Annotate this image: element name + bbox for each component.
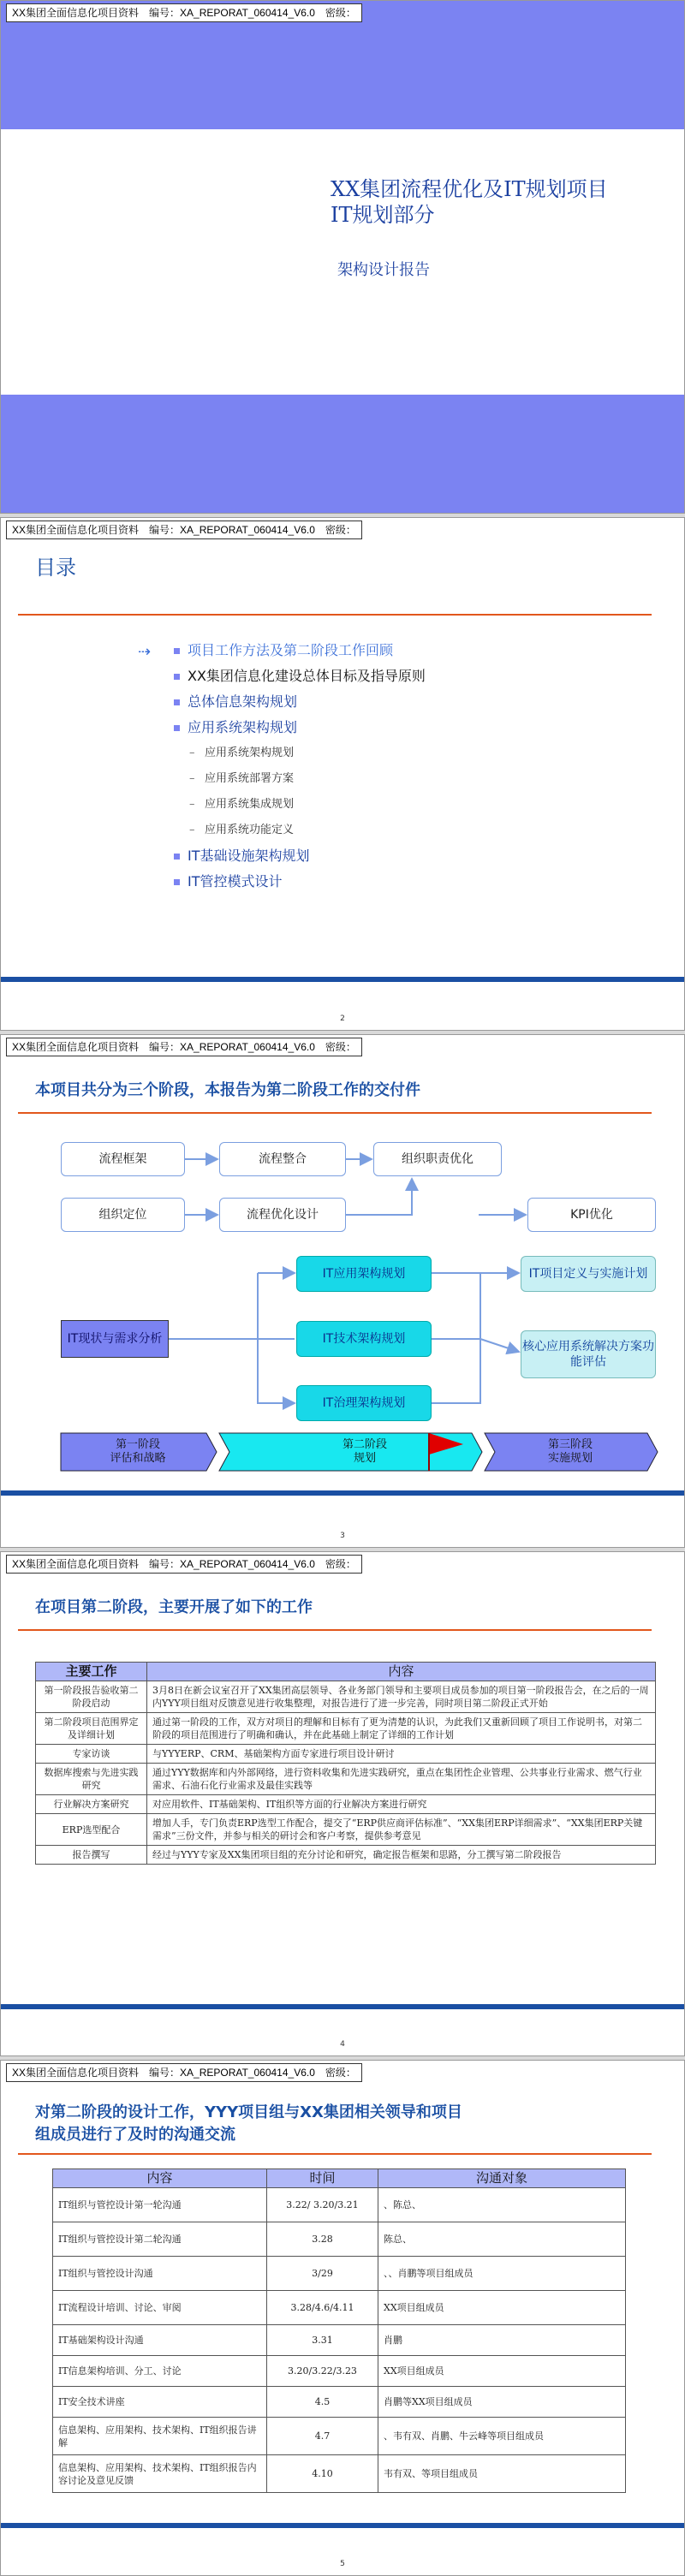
table-row [53,2356,626,2387]
divider [18,614,652,616]
cell-time: 3/29 [267,2257,378,2291]
box-it-tech-arch: IT技术架构规划 [296,1321,432,1357]
phase-3-desc: 实施规划 [547,1452,593,1465]
table-row [53,2222,626,2257]
cell-time: 3.31 [267,2325,378,2356]
table-row [53,2257,626,2291]
phase-arrows [1,1035,685,1548]
footer-bar [1,2523,685,2528]
cell-content: IT组织与管控设计第二轮沟通 [53,2222,267,2257]
slide-title: 本项目共分为三个阶段，本报告为第二阶段工作的交付件 [35,1081,420,1099]
cell-time: 3.28/4.6/4.11 [267,2291,378,2325]
table-row [36,1814,656,1846]
cell-task: 专家访谈 [36,1745,147,1764]
cell-content: 3月8日在新会议室召开了XX集团高层领导、各业务部门领导和主要项目成员参加的项目第一阶段报告会，在之后的一周内YYY项目组对反馈意见进行收集整理，对报告进行了进一步完善，同时项目第二阶段正式开始 [147,1681,656,1713]
cell-time: 3.22/ 3.20/3.21 [267,2188,378,2222]
divider [18,2153,652,2155]
doc-header: XX集团全面信息化项目资料 编号：XA_REPORAT_060414_V6.0 密级： [6,1555,362,1574]
cell-target: 韦有双、等项目组成员 [378,2455,626,2493]
cell-task: 第一阶段报告验收第二阶段启动 [36,1681,147,1713]
toc-list [172,638,426,895]
phase-1 [69,1433,206,1471]
table-row [53,2325,626,2356]
col-header: 内容 [147,1663,656,1681]
slide-phases [0,1034,685,1548]
cell-target: XX项目组成员 [378,2291,626,2325]
cell-content: IT组织与管控设计沟通 [53,2257,267,2291]
box-process-integration: 流程整合 [219,1142,346,1176]
slide-cover [0,0,685,514]
cell-time: 4.10 [267,2455,378,2493]
cell-content: 对应用软件、IT基础架构、IT组织等方面的行业解决方案进行研究 [147,1795,656,1814]
cell-time: 4.7 [267,2418,378,2455]
page-number: 4 [340,2040,345,2049]
table-row [36,1795,656,1814]
toc-subitem[interactable]: – 应用系统部署方案 [172,766,426,792]
cover-subtitle: 架构设计报告 [337,261,430,279]
box-it-status: IT现状与需求分析 [61,1320,169,1358]
table-header-row [36,1663,656,1681]
phase-1-desc: 评估和战略 [110,1452,166,1465]
table-header-row [53,2169,626,2188]
cell-content: IT安全技术讲座 [53,2387,267,2418]
divider [18,1629,652,1631]
cell-target: 、、肖鹏等项目组成员 [378,2257,626,2291]
table-row [53,2418,626,2455]
box-org-positioning: 组织定位 [61,1198,185,1232]
cell-target: 、陈总、 [378,2188,626,2222]
box-it-project-def: IT项目定义与实施计划 [521,1256,656,1292]
bottom-band [1,395,685,514]
cell-task: 数据库搜索与先进实践研究 [36,1764,147,1795]
box-it-governance: IT治理架构规划 [296,1385,432,1421]
cell-time: 3.20/3.22/3.23 [267,2356,378,2387]
box-process-design: 流程优化设计 [219,1198,346,1232]
page-number: 3 [340,1532,345,1540]
toc-item[interactable]: 项目工作方法及第二阶段工作回顾 [172,638,426,663]
phase-2-desc: 规划 [353,1452,376,1465]
col-header: 沟通对象 [378,2169,626,2188]
col-header: 主要工作 [36,1663,147,1681]
toc-item[interactable]: XX集团信息化建设总体目标及指导原则 [172,663,426,689]
footer-bar [1,977,685,982]
work-table [35,1662,656,1865]
slide-title-line1: 对第二阶段的设计工作，YYY项目组与XX集团相关领导和项目 [35,2103,462,2121]
toc-subitem[interactable]: – 应用系统架构规划 [172,741,426,766]
cell-task: ERP选型配合 [36,1814,147,1846]
box-it-app-arch: IT应用架构规划 [296,1256,432,1292]
cell-time: 4.5 [267,2387,378,2418]
toc-item[interactable]: IT基础设施架构规划 [172,843,426,869]
cell-content: IT组织与管控设计第一轮沟通 [53,2188,267,2222]
toc-item[interactable]: 应用系统架构规划 [172,715,426,741]
cell-target: 陈总、 [378,2222,626,2257]
slide-communication [0,2060,685,2576]
phase-1-name: 第一阶段 [115,1438,160,1451]
cell-target: 肖鹏 [378,2325,626,2356]
communication-table [52,2168,626,2493]
col-header: 内容 [53,2169,267,2188]
table-row [53,2188,626,2222]
phase-3-name: 第三阶段 [547,1438,593,1451]
current-arrow-icon: ⇢ [138,643,150,661]
cell-task: 报告撰写 [36,1846,147,1865]
toc-item[interactable]: IT管控模式设计 [172,869,426,895]
cell-target: 肖鹏等XX项目组成员 [378,2387,626,2418]
footer-bar [1,2004,685,2009]
page-number: 2 [340,1014,345,1023]
doc-header: XX集团全面信息化项目资料 编号：XA_REPORAT_060414_V6.0 密级： [6,3,362,22]
cell-content: 信息架构、应用架构、技术架构、IT组织报告讲解 [53,2418,267,2455]
page-number: 5 [340,2560,345,2568]
table-row [36,1713,656,1745]
cell-target: XX项目组成员 [378,2356,626,2387]
toc-title: 目录 [35,556,76,580]
cover-title [331,176,608,228]
table-row [53,2387,626,2418]
box-org-optimization: 组织职责优化 [373,1142,502,1176]
table-row [36,1681,656,1713]
cell-content: 通过YYY数据库和内外部网络，进行资料收集和先进实践研究，重点在集团性企业管理、公共事业行业需求、燃气行业需求、石油石化行业需求及最佳实践等 [147,1764,656,1795]
cell-content: 经过与YYY专家及XX集团项目组的充分讨论和研究，确定报告框架和思路，分工撰写第二阶段报告 [147,1846,656,1865]
cell-content: 信息架构、应用架构、技术架构、IT组织报告内容讨论及意见反馈 [53,2455,267,2493]
cover-title-line2: IT规划部分 [331,203,435,227]
cell-content: IT基础架构设计沟通 [53,2325,267,2356]
table-row [36,1764,656,1795]
slide-title: 在项目第二阶段，主要开展了如下的工作 [35,1598,313,1616]
toc-item[interactable]: 总体信息架构规划 [172,689,426,715]
cell-task: 第二阶段项目范围界定及详细计划 [36,1713,147,1745]
cell-content: IT流程设计培训、讨论、审阅 [53,2291,267,2325]
slide-work-items [0,1551,685,2056]
cell-target: 、韦有双、肖鹏、牛云峰等项目组成员 [378,2418,626,2455]
cell-content: 与YYYERP、CRM、基础架构方面专家进行项目设计研讨 [147,1745,656,1764]
table-row [53,2291,626,2325]
toc-subitem[interactable]: – 应用系统集成规划 [172,792,426,818]
doc-header: XX集团全面信息化项目资料 编号：XA_REPORAT_060414_V6.0 密级： [6,2063,362,2082]
toc-subitem[interactable]: – 应用系统功能定义 [172,818,426,843]
phase-3 [506,1433,634,1471]
box-kpi: KPI优化 [527,1198,656,1232]
cell-time: 3.28 [267,2222,378,2257]
table-row [53,2455,626,2493]
cell-task: 行业解决方案研究 [36,1795,147,1814]
doc-header: XX集团全面信息化项目资料 编号：XA_REPORAT_060414_V6.0 密级： [6,521,362,539]
col-header: 时间 [267,2169,378,2188]
box-core-app: 核心应用系统解决方案功能评估 [521,1330,656,1378]
footer-bar [1,1490,685,1496]
cell-content: 通过第一阶段的工作，双方对项目的理解和目标有了更为清楚的认识，为此我们又重新回顾了项目工作说明书，对第二阶段的项目范围进行了明确和确认，并在此基础上制定了详细的工作计划 [147,1713,656,1745]
box-process-framework: 流程框架 [61,1142,185,1176]
cell-content: 增加人手，专门负责ERP选型工作配合，提交了“ERP供应商评估标准”、“XX集团ERP详细需求”、“XX集团ERP关键需求”三份文件，并参与相关的研讨会和客户考察，提供参考意见 [147,1814,656,1846]
phase-2-name: 第二阶段 [342,1438,387,1451]
slide-toc [0,517,685,1031]
table-row [36,1846,656,1865]
phase-2 [279,1433,450,1471]
doc-header: XX集团全面信息化项目资料 编号：XA_REPORAT_060414_V6.0 密级： [6,1038,362,1056]
table-row [36,1745,656,1764]
slide-title [35,2102,462,2146]
slide-title-line2: 组成员进行了及时的沟通交流 [35,2126,235,2144]
cell-content: IT信息架构培训、分工、讨论 [53,2356,267,2387]
cover-title-line1: XX集团流程优化及IT规划项目 [331,177,608,201]
